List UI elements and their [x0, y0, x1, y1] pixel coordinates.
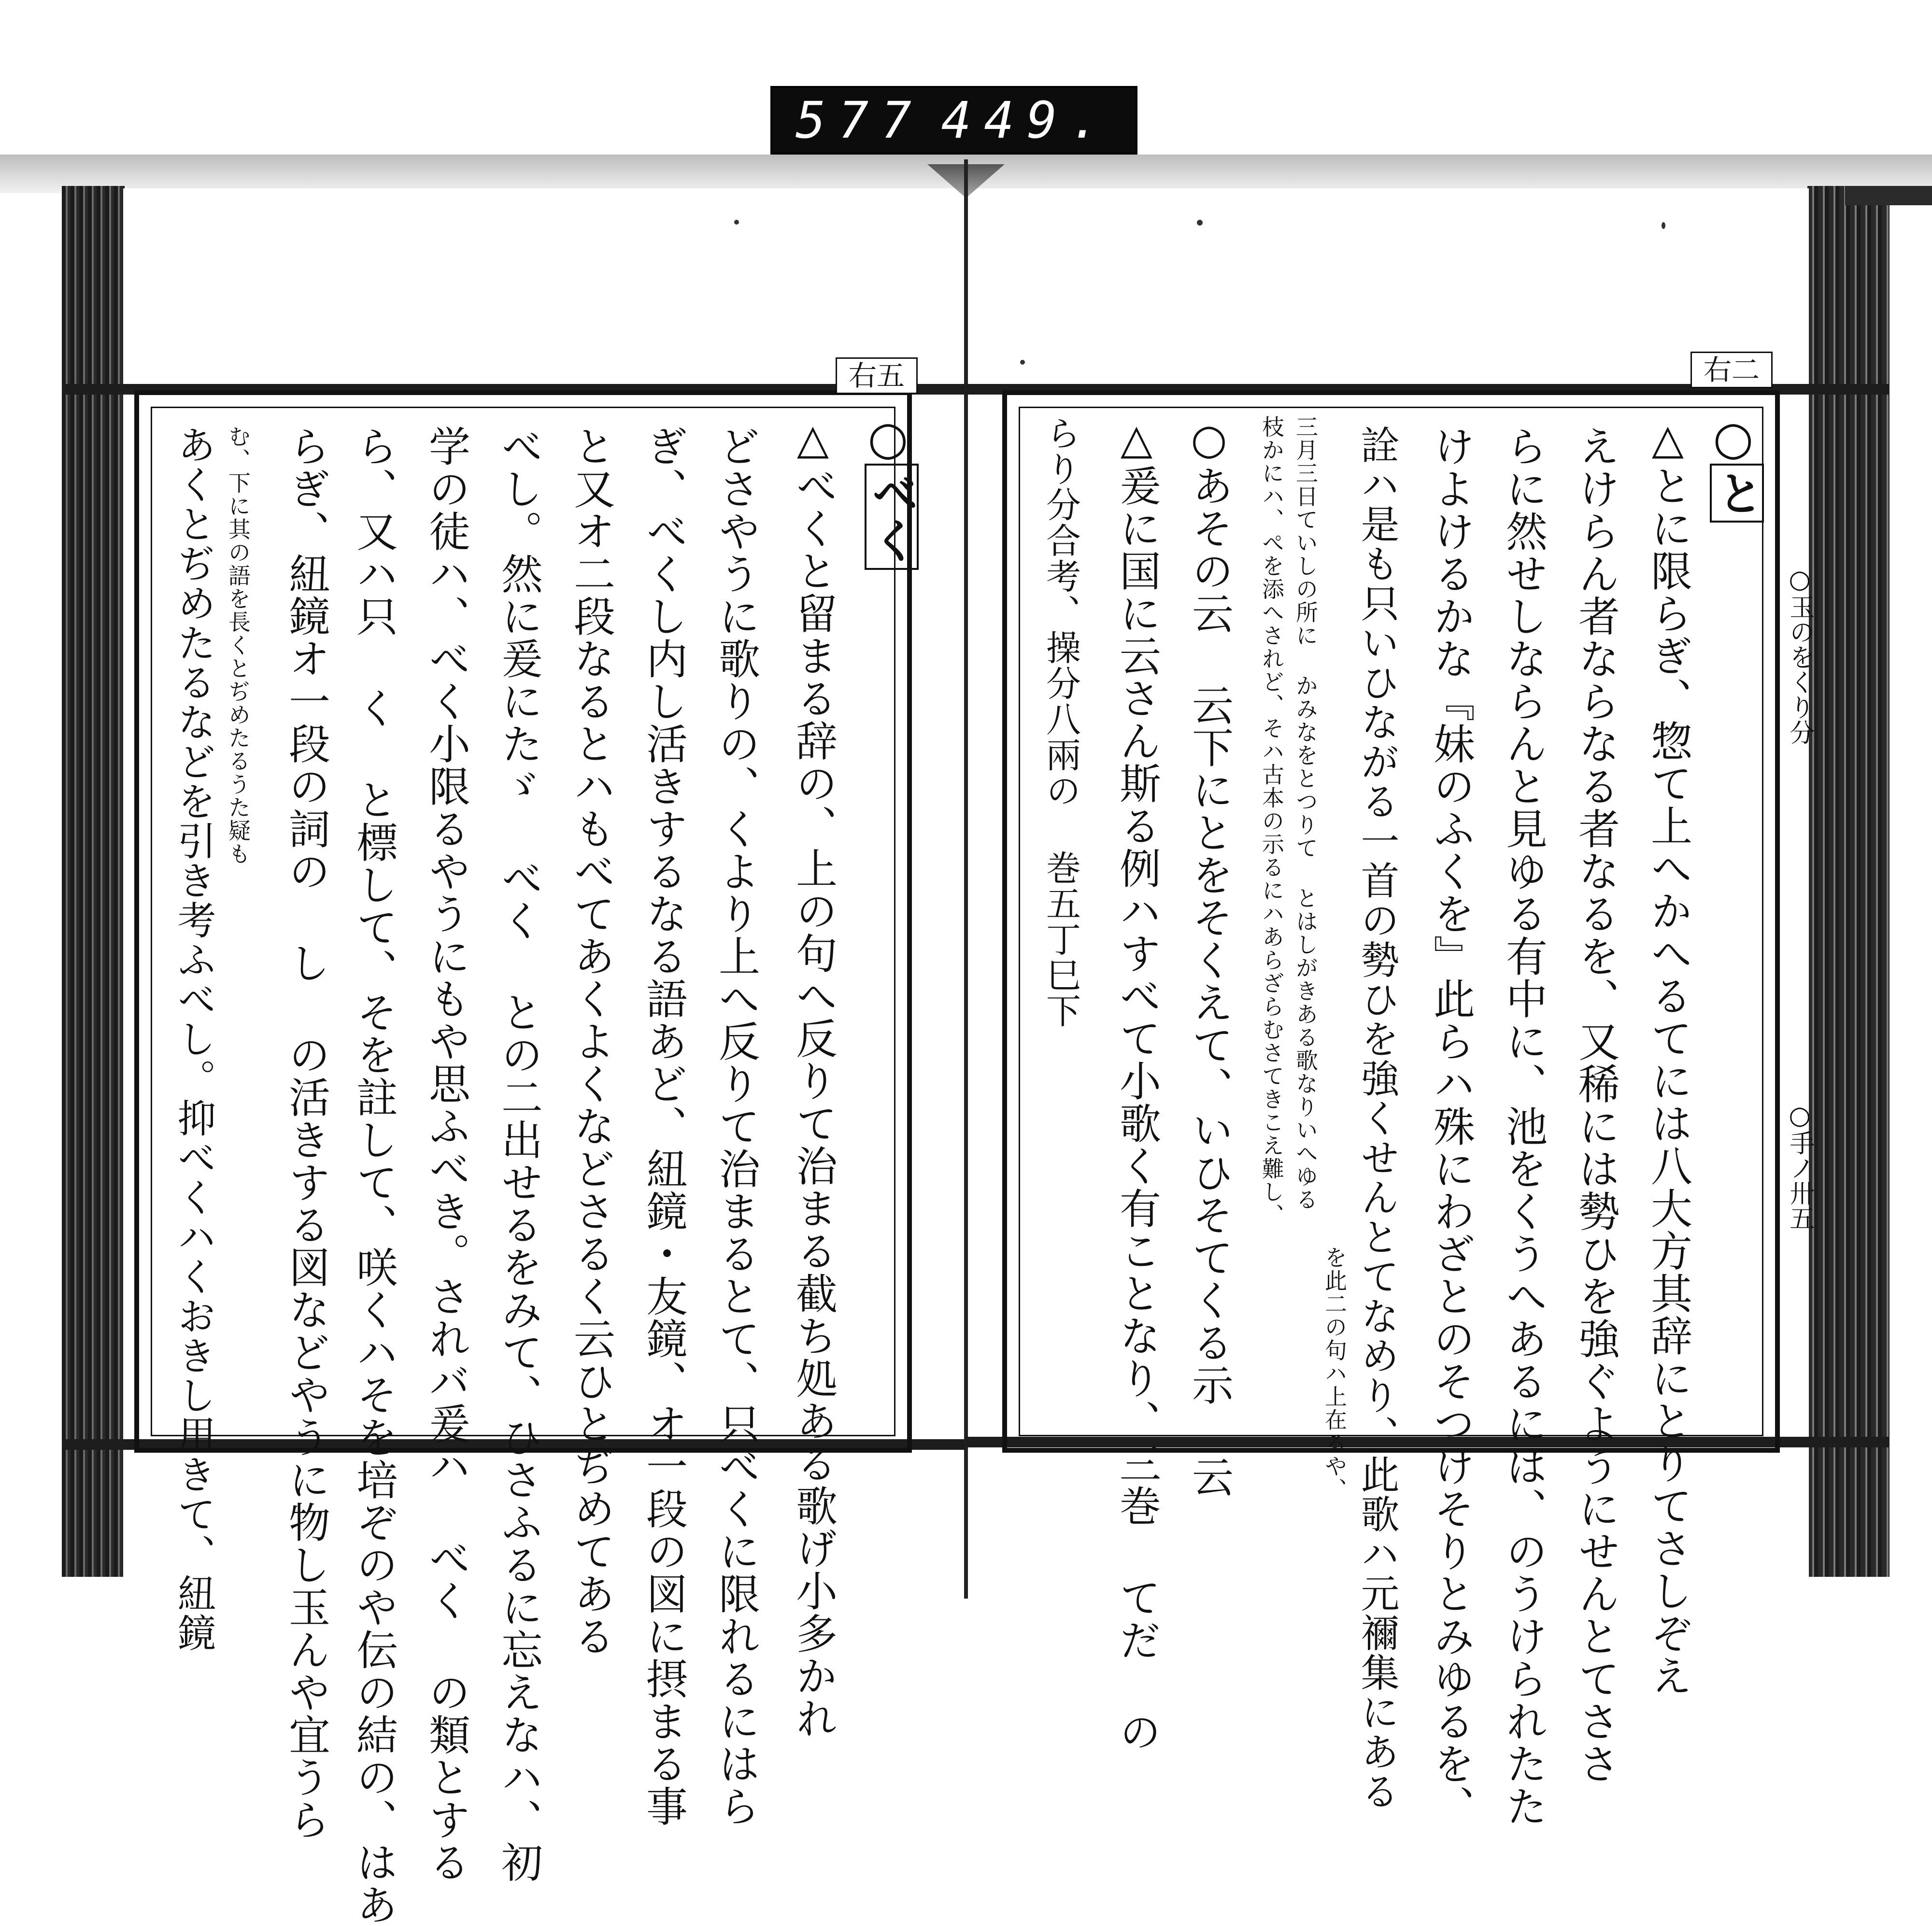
right-col-4: けよけるかな『妹のふくを』此らハ殊にわざとのそつけそりとみゆるを、: [1426, 425, 1475, 1827]
right-col-8: ○あその云 云下にとをそくえて、いひそてくる示 云: [1185, 415, 1233, 1498]
right-col-10: らり分合考、操分八兩の 巻五丁巳下: [1040, 415, 1081, 1029]
left-col-5: べし。然に爰にたゞ べく との二出せるをみて、ひさふるに忘えなハ、初: [494, 425, 542, 1884]
right-margin-note-2: ○手ノ卅五: [1785, 1101, 1814, 1231]
right-col-6: 三月三日ていしの所に かみなをとつりて とはしがきある歌なりいへゆる: [1293, 415, 1319, 1211]
scan-speck: [734, 220, 739, 225]
left-col-8: らぎ、紐鏡オ一段の詞の し の活きする図などやうに物し玉んや宜うら: [282, 425, 330, 1841]
scan-speck: [1197, 220, 1203, 226]
left-heading: べく: [865, 464, 919, 570]
book-gutter: [964, 159, 968, 1599]
left-col-10: あくとぢめたるなどを引き考ふべし。抑べくハくおきし用きて、紐鏡: [171, 425, 216, 1653]
right-col-1: △とに限らぎ、惣て上へかへるてには八大方其辞にとりてさしぞえ: [1644, 415, 1692, 1697]
archive-number-label: [770, 86, 1137, 155]
right-col-6b: を此二の句ハ上在るや、: [1321, 1246, 1348, 1501]
right-margin-note-1: ○玉のをくり分: [1785, 565, 1814, 745]
left-col-6: 学の徒ハ、べく小限るやうにもや思ふべき。されバ爰ハ べく の類とする: [422, 425, 470, 1884]
right-folio: 右二: [1690, 352, 1773, 388]
left-book-edge: [62, 186, 125, 1577]
left-col-1: △べくと留まる辞の、上の句へ反りて治まる截ち処ある歌げ小多かれ: [789, 415, 837, 1740]
right-heading: と: [1710, 464, 1764, 523]
scan-speck: [1020, 360, 1025, 365]
right-col-5: 詮ハ是も只いひながる一首の勢ひを強くせんとてなめり、此歌ハ元禰集にある: [1354, 425, 1399, 1811]
right-col-7: 枝かにハ、ぺを添へされど、そハ古本の示るにハあらざらむさてきこえ難し、: [1259, 415, 1285, 1227]
right-heading-mark: ○: [1706, 411, 1761, 466]
left-col-3: ぎ、べくし内し活きするなる語あど、紐鏡・友鏡、オ一段の図に摂まる事: [639, 425, 687, 1827]
left-col-7: ら、又ハ只 く と標して、そを註して、咲くハそを培ぞのや伝の結の、はあ: [349, 425, 398, 1926]
left-col-2: どさやうに歌りの、くより上へ反りて治まるとて、只べくに限れるにはら: [711, 425, 760, 1827]
left-col-4: と又オ二段なるとハもべてあくよくなどさるく云ひとぢめてある: [567, 425, 615, 1657]
right-col-2: えけらん者ならなる者なるを、又稀には勢ひを強ぐようにせんとてささ: [1571, 425, 1619, 1785]
right-cover-flap: [1845, 186, 1932, 205]
archive-number-left: 577: [796, 91, 924, 150]
left-heading-mark: ○: [861, 411, 915, 466]
right-col-9: △爰に国に云さん斯る例ハすべて小歌く有ことなり、三巻 てだ の: [1112, 415, 1161, 1753]
archive-number-right: 449.: [941, 91, 1112, 150]
scan-speck: [1662, 222, 1665, 229]
right-col-3: らに然せしならんと見ゆる有中に、池をくうへあるには、のうけられたた: [1499, 425, 1547, 1827]
left-col-9: む、下に其の語を長くとぢめたるうた疑も: [225, 425, 251, 865]
right-book-edge: [1807, 186, 1889, 1577]
left-folio: 右五: [836, 357, 918, 394]
